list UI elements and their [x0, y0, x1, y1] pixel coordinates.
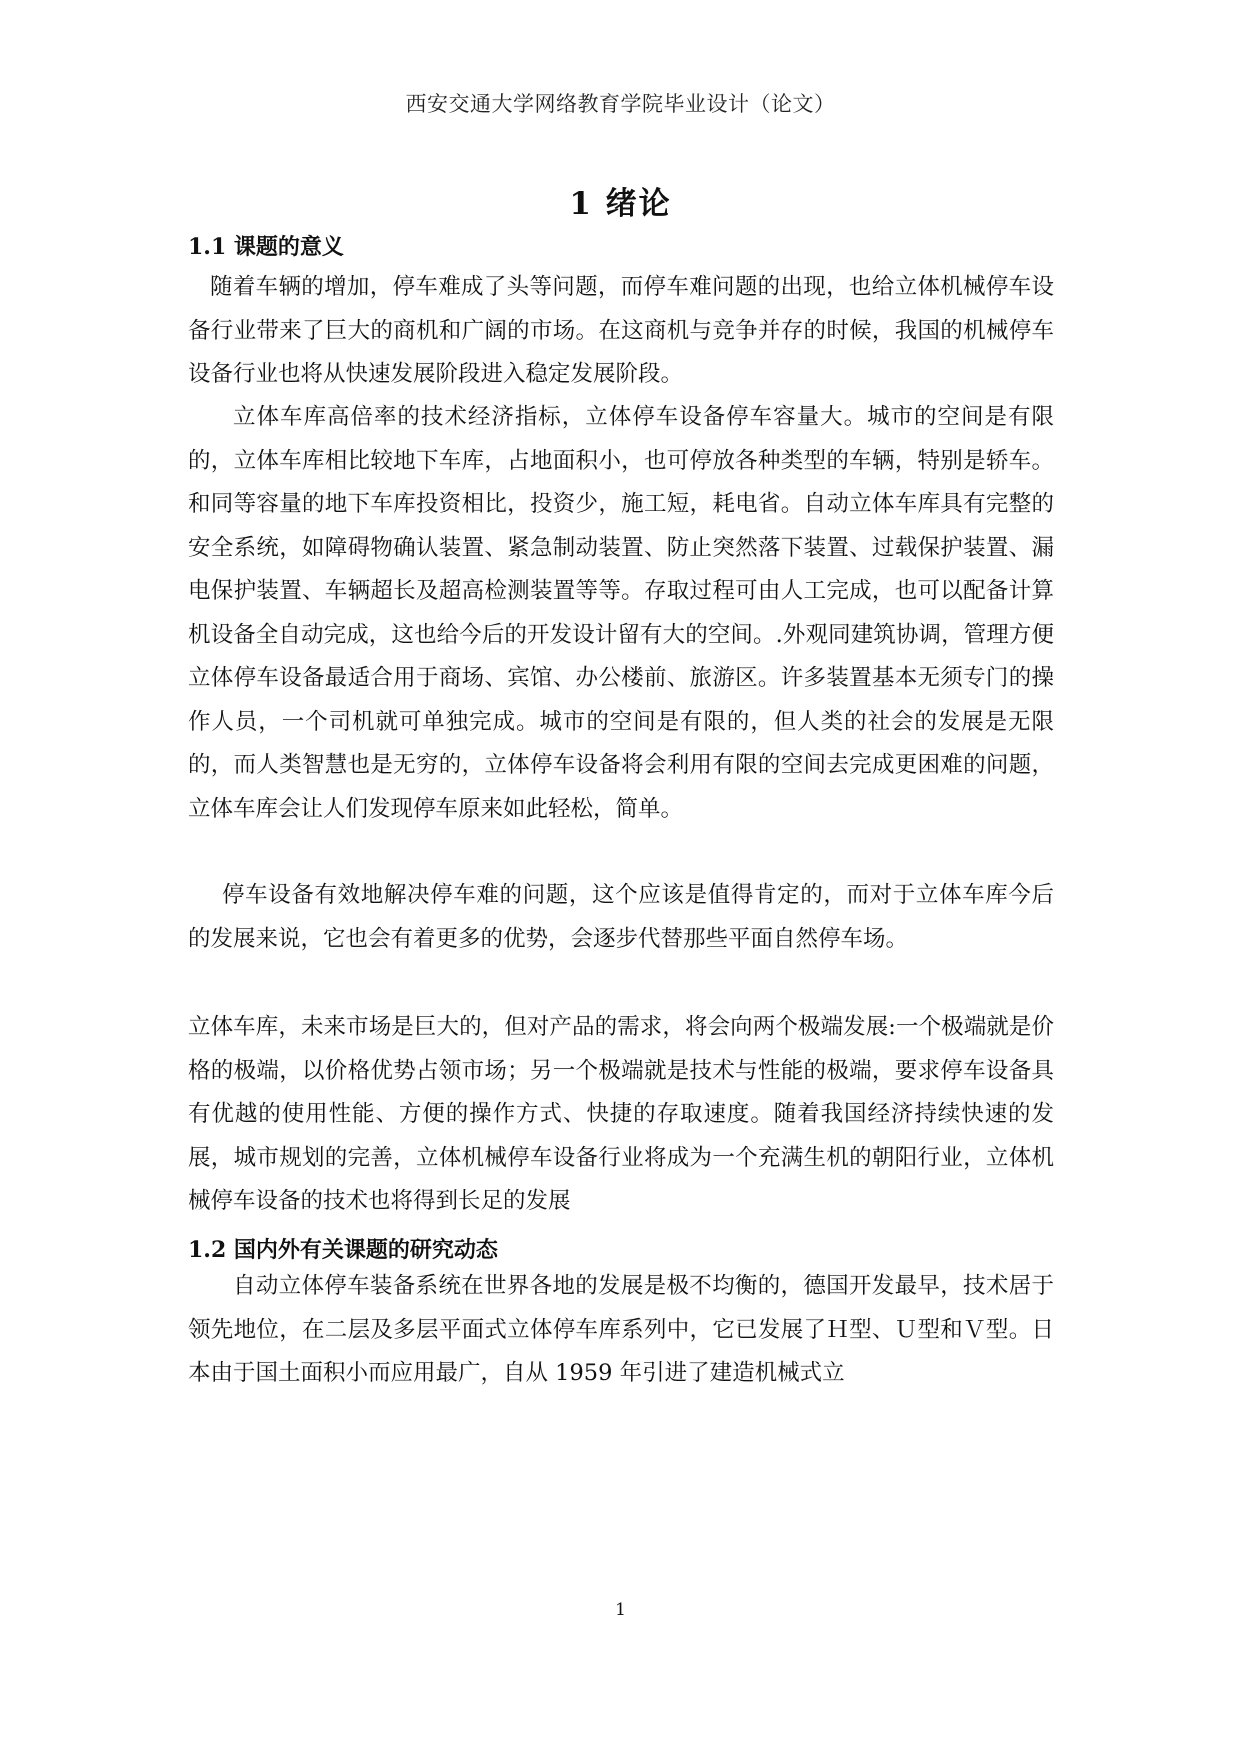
paragraph-technical-economics: 立体车库高倍率的技术经济指标，立体停车设备停车容量大。城市的空间是有限的，立体车库相比较地下车库，占地面积小，也可停放各种类型的车辆，特别是轿车。和同等容量的地下车库投资相比，投资少，施工短，耗电省。自动立体车库具有完整的安全系统，如障碍物确认装置、紧急制动装置、防止突然落下装置、过载保护装置、漏电保护装置、车辆超长及超高检测装置等等。存取过程可由人工完成，也可以配备计算机设备全自动完成，这也给今后的开发设计留有大的空间。.外观同建筑协调，管理方便立体停车设备最适合用于商场、宾馆、办公楼前、旅游区。许多装置基本无须专门的操作人员，一个司机就可单独完成。城市的空间是有限的，但人类的社会的发展是无限的，而人类智慧也是无穷的，立体停车设备将会利用有限的空间去完成更困难的问题，立体车库会让人们发现停车原来如此轻松，简单。 — [188, 404, 1054, 822]
chapter-title: 1 绪论 — [569, 186, 672, 222]
paragraph-research-status: 自动立体停车装备系统在世界各地的发展是极不均衡的，德国开发最早，技术居于领先地位，在二层及多层平面式立体停车库系列中，它已发展了Ｈ型、Ｕ型和Ｖ型。日本由于国土面积小而应用最广，自从 1959 年引进了建造机械式立 — [188, 1273, 1054, 1386]
page-number: 1 — [615, 1600, 626, 1620]
paragraph-parking-solution: 停车设备有效地解决停车难的问题，这个应该是值得肯定的，而对于立体车库今后的发展来说，它也会有着更多的优势，会逐步代替那些平面自然停车场。 — [188, 882, 1054, 952]
running-header: 西安交通大学网络教育学院毕业设计（论文） — [405, 92, 836, 116]
paragraph-market-outlook: 立体车库，未来市场是巨大的，但对产品的需求，将会向两个极端发展:一个极端就是价格的极端，以价格优势占领市场；另一个极端就是技术与性能的极端，要求停车设备具有优越的使用性能、方便的操作方式、快捷的存取速度。随着我国经济持续快速的发展，城市规划的完善，立体机械停车设备行业将成为一个充满生机的朝阳行业，立体机械停车设备的技术也将得到长足的发展 — [188, 1014, 1054, 1214]
section-heading-1-2: 1.2 国内外有关课题的研究动态 — [188, 1237, 498, 1263]
paragraph-significance-intro: 随着车辆的增加，停车难成了头等问题，而停车难问题的出现，也给立体机械停车设备行业带来了巨大的商机和广阔的市场。在这商机与竞争并存的时候，我国的机械停车设备行业也将从快速发展阶段进入稳定发展阶段。 — [188, 274, 1054, 387]
section-heading-1-1: 1.1 课题的意义 — [188, 234, 344, 260]
